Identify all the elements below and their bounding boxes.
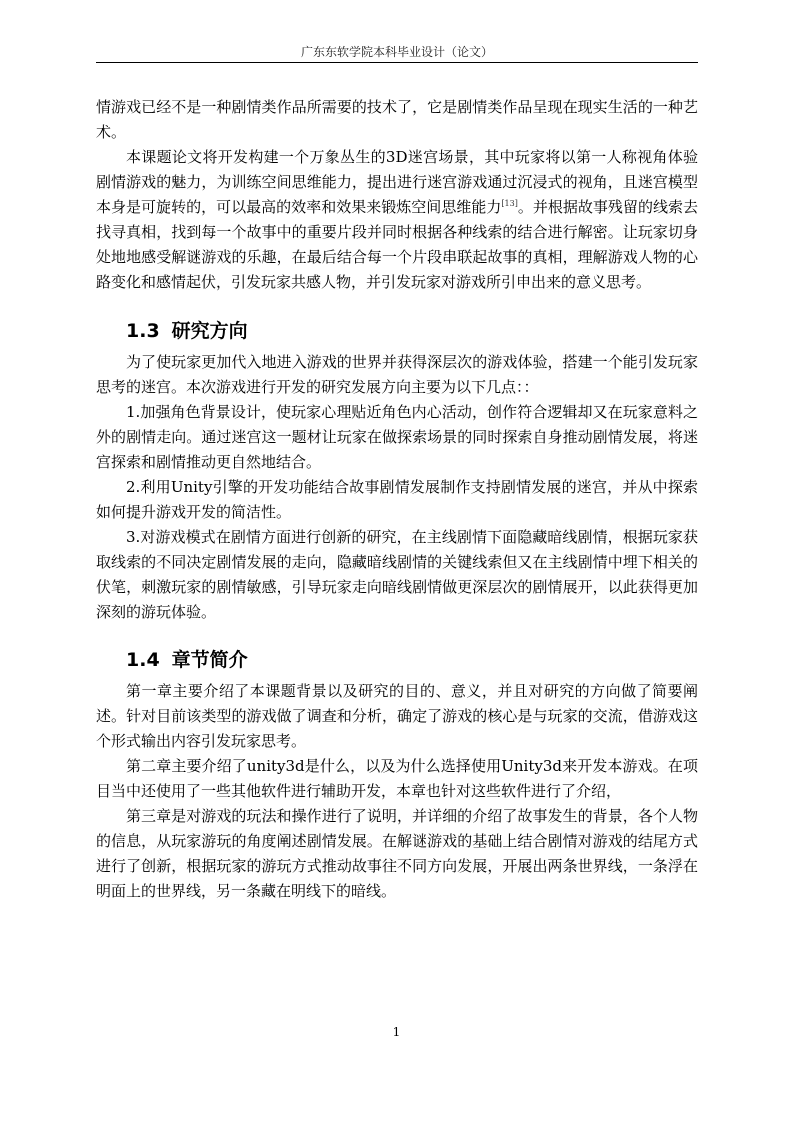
header-rule: [96, 62, 698, 63]
section-1-3-paragraph: 为了使玩家更加代入地进入游戏的世界并获得深层次的游戏体验，搭建一个能引发玩家思考的迷宫。本次游戏进行开发的研究发展方向主要为以下几点：：: [96, 353, 698, 396]
page-number: 1: [392, 1025, 401, 1039]
section-heading-1-3: [96, 319, 698, 344]
intro-paragraph-2: [96, 145, 698, 295]
section-title: 章节简介: [171, 649, 248, 671]
intro-paragraph-continued: 情游戏已经不是一种剧情类作品所需要的技术了，它是剧情类作品呈现在现实生活的一种艺术。: [96, 98, 698, 141]
research-item-1: 1.加强角色背景设计，使玩家心理贴近角色内心活动，创作符合逻辑却又在玩家意料之外的剧情走向。通过迷宫这一题材让玩家在做探索场景的同时探索自身推动剧情发展，将迷宫探索和剧情推动更自然地结合。: [96, 403, 698, 471]
intro-paragraph-2-text: 本课题论文将开发构建一个万象丛生的3D迷宫场景，其中玩家将以第一人称视角体验剧情游戏的魅力，为训练空间思维能力，提出进行迷宫游戏通过沉浸式的视角，且迷宫模型本身是可旋转的，可以最高的效率和效果来锻炼空间思维能力: [96, 148, 698, 216]
research-item-2: 2.利用Unity引擎的开发功能结合故事剧情发展制作支持剧情发展的迷宫，并从中探索如何提升游戏开发的简洁性。: [96, 478, 698, 521]
chapter-1-summary: 第一章主要介绍了本课题背景以及研究的目的、意义，并且对研究的方向做了简要阐述。针对目前该类型的游戏做了调查和分析，确定了游戏的核心是与玩家的交流，借游戏这个形式输出内容引发玩家思考。: [96, 682, 698, 750]
page-body: [96, 95, 698, 904]
intro-paragraph-2-text-cont: 。并根据故事残留的线索去找寻真相，找到每一个故事中的重要片段并同时根据各种线索的结合进行解密。让玩家切身处地地感受解谜游戏的乐趣，在最后结合每一个片段串联起故事的真相，理解游戏人物的心路变化和感情起伏，引发玩家共感人物，并引发玩家对游戏所引申出来的意义思考。: [96, 198, 698, 291]
section-number: 1.4: [126, 649, 160, 671]
section-title: 研究方向: [171, 320, 248, 342]
section-number: 1.3: [126, 320, 160, 342]
citation-ref: [13]: [501, 199, 518, 208]
running-header: 广东东软学院本科毕业设计（论文）: [300, 45, 493, 59]
chapter-3-summary: 第三章是对游戏的玩法和操作进行了说明，并详细的介绍了故事发生的背景，各个人物的信息，从玩家游玩的角度阐述剧情发展。在解谜游戏的基础上结合剧情对游戏的结尾方式进行了创新，根据玩家的游玩方式推动故事往不同方向发展，开展出两条世界线，一条浮在明面上的世界线，另一条藏在明线下的暗线。: [96, 807, 698, 900]
chapter-2-summary: 第二章主要介绍了unity3d是什么，以及为什么选择使用Unity3d来开发本游戏。在项目当中还使用了一些其他软件进行辅助开发，本章也针对这些软件进行了介绍，: [96, 757, 698, 800]
section-heading-1-4: [96, 648, 698, 673]
research-item-3: 3.对游戏模式在剧情方面进行创新的研究，在主线剧情下面隐藏暗线剧情，根据玩家获取线索的不同决定剧情发展的走向，隐藏暗线剧情的关键线索但又在主线剧情中埋下相关的伏笔，刺激玩家的剧情敏感，引导玩家走向暗线剧情做更深层次的剧情展开，以此获得更加深刻的游玩体验。: [96, 528, 698, 621]
